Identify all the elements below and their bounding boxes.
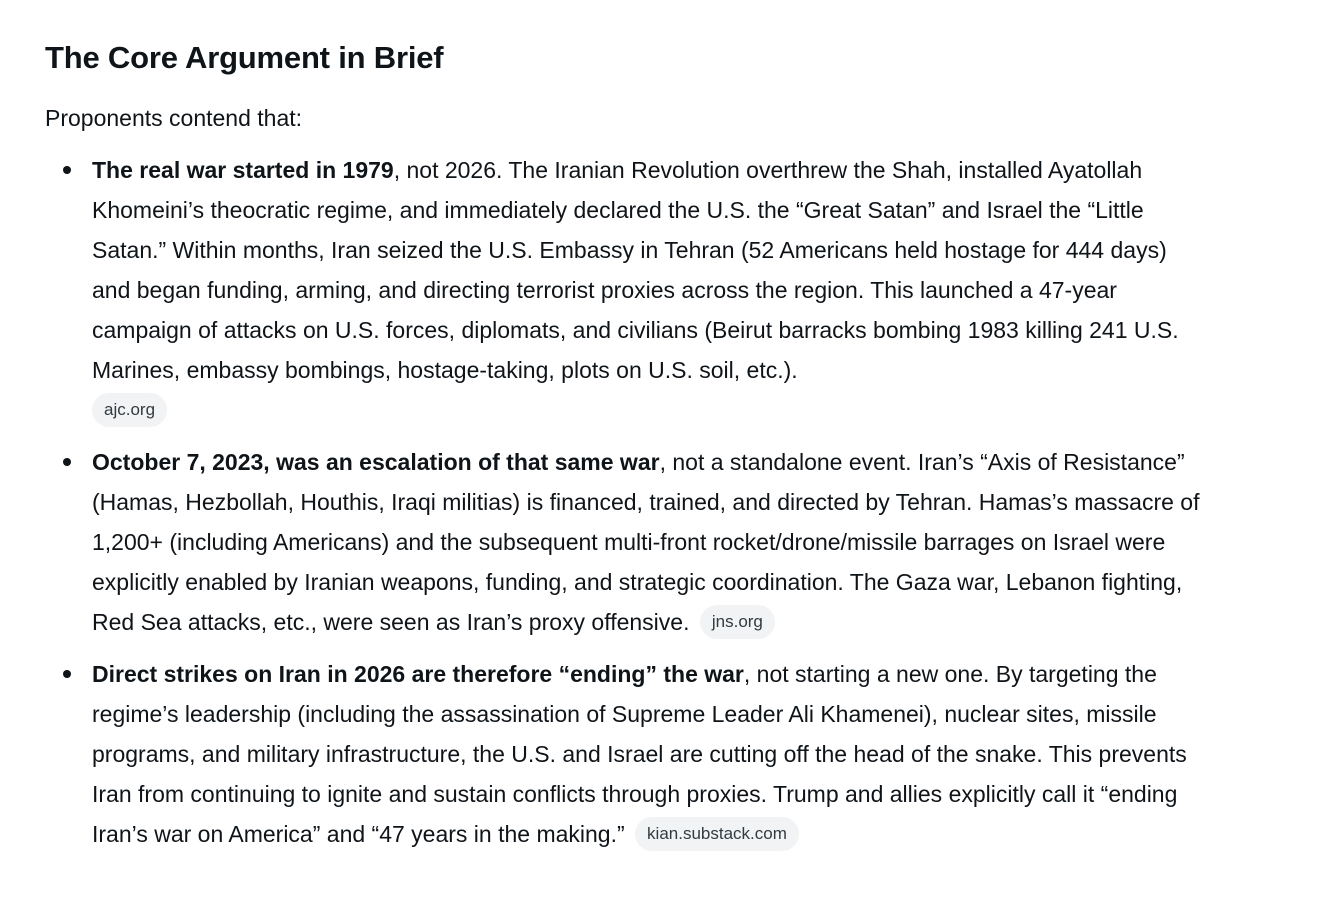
list-item (45, 150, 1205, 430)
list-item (45, 654, 1205, 854)
argument-list (45, 150, 1205, 854)
point-lead: The real war started in 1979 (92, 157, 394, 184)
point-lead: Direct strikes on Iran in 2026 are therefore “ending” the war (92, 661, 744, 688)
source-chip[interactable]: kian.substack.com (635, 817, 799, 851)
point-text: , not 2026. The Iranian Revolution overthrew the Shah, installed Ayatollah Khomeini’s theocratic regime, and immediately declared the U.S. the “Great Satan” and Israel the “Little Satan.” Within months, Iran seized the U.S. Embassy in Tehran (52 Americans held hostage for 444 days) and began funding, arming, and directing terrorist proxies across the region. This launched a 47-year campaign of attacks on U.S. forces, diplomats, and civilians (Beirut barracks bombing 1983 killing 241 U.S. Marines, embassy bombings, hostage-taking, plots on U.S. soil, etc.). (92, 157, 1179, 384)
bullet-dot (63, 458, 71, 466)
bullet-dot (63, 166, 71, 174)
list-item (45, 442, 1205, 642)
source-chip[interactable]: jns.org (700, 605, 775, 639)
source-chip[interactable]: ajc.org (92, 393, 167, 427)
point-text: , not starting a new one. By targeting the regime’s leadership (including the assassination of Supreme Leader Ali Khamenei), nuclear sites, missile programs, and military infrastructure, the U.S. and Israel are cutting off the head of the snake. This prevents Iran from continuing to ignite and sustain conflicts through proxies. Trump and allies explicitly call it “ending Iran’s war on America” and “47 years in the making.” (92, 661, 1187, 848)
bullet-dot (63, 670, 71, 678)
intro-text: Proponents contend that: (45, 105, 303, 132)
point-lead: October 7, 2023, was an escalation of that same war (92, 449, 660, 476)
point-text: , not a standalone event. Iran’s “Axis of Resistance” (Hamas, Hezbollah, Houthis, Iraqi militias) is financed, trained, and directed by Tehran. Hamas’s massacre of 1,200+ (including Americans) and the subsequent multi-front rocket/drone/missile barrages on Israel were explicitly enabled by Iranian weapons, funding, and strategic coordination. The Gaza war, Lebanon fighting, Red Sea attacks, etc., were seen as Iran’s proxy offensive. (92, 449, 1200, 636)
section-heading: The Core Argument in Brief (45, 40, 444, 75)
